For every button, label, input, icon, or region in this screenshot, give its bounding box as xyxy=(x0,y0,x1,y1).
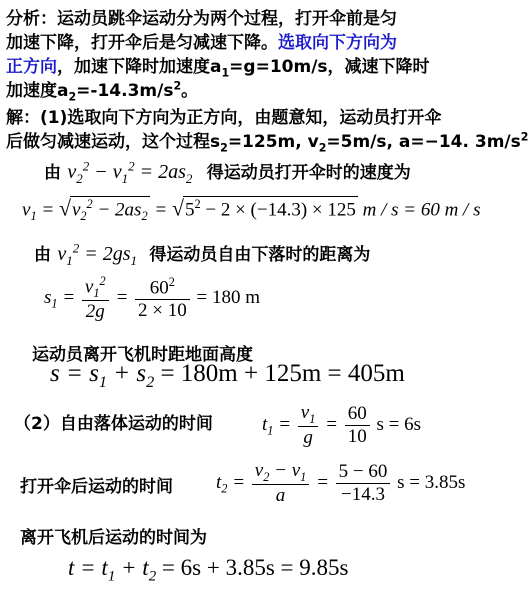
height-label: 运动员离开飞机时距地面高度 xyxy=(32,345,253,365)
solution-line-2: 后做匀减速运动，这个过程$s_2=125m$, $v_2=5m/s$, a=−14. $3m/s^2$ xyxy=(6,130,528,155)
total-time-label: 离开飞机后运动的时间为 xyxy=(20,528,207,548)
analysis-line-1: 分析：运动员跳伞运动分为两个过程，打开伞前是匀 xyxy=(6,9,397,29)
analysis-line-2: 加速下降，打开伞后是匀减速下降。选取向下方向为 xyxy=(6,33,397,53)
equation-height: $s = s_1 + s_2 = 180m + 125m = 405m$ xyxy=(50,360,405,391)
equation-total-time: $t = t_1 + t_2 = 6s + 3.85s = 9.85s$ xyxy=(68,555,349,585)
equation-speed: $v_1 = √v_2^2 - 2as_2 = √5^2 - 2 \times (-14.3) \times 125$ m / s = 60 m / s xyxy=(22,196,481,224)
equation-kinematic: 由 $v_2^2 - v_1^2 = 2as_2$ 得运动员打开伞时的速度为 xyxy=(44,158,411,186)
analysis-line-4: 加速度$a_2=-14.3m/s^2$。 xyxy=(6,79,199,104)
equation-s1: $s_1$ = $\frac{v_1^2}{2g}$ = $\frac{60^2}{2 \times 10}$ = 180 m xyxy=(44,274,260,323)
equation-free-fall: 由 $v_1^2 = 2gs_1$ 得运动员自由下落时的距离为 xyxy=(34,240,371,268)
solution-line-1: 解：(1)选取向下方向为正方向，由题意知，运动员打开伞 xyxy=(6,108,442,128)
analysis-line-3: 正方向，加速下降时加速度$a_1=g=10m/s$，减速下降时 xyxy=(6,57,430,80)
